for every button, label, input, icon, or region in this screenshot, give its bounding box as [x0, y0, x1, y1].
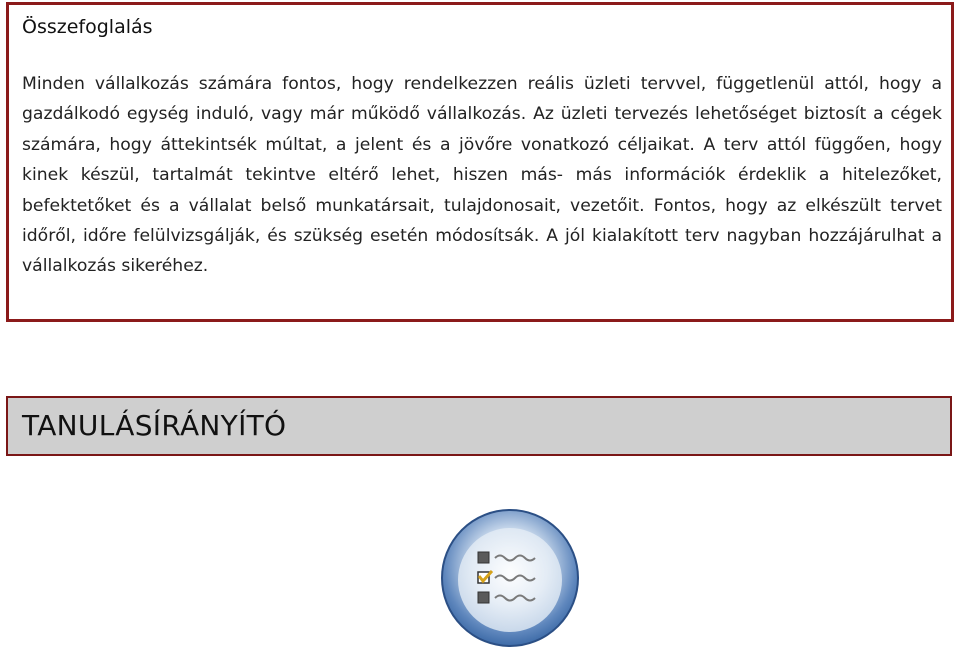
summary-body: Minden vállalkozás számára fontos, hogy rendelkezzen reális üzleti tervvel, függetlenül attól, hogy a gazdálkodó egység induló, vagy már működő vállalkozás. Az üzleti tervezés lehetőséget biztosít a cégek számára, hogy áttekintsék múltat, a jelent és a jövőre vonatkozó céljaikat. A terv attól függően, hogy kinek készül, tartalmát tekintve eltérő lehet, hiszen más- más információk érdeklik a hitelezőket, befektetőket és a vállalat belső munkatársait, tulajdonosait, vezetőit. Fontos, hogy az elkészült tervet időről, időre felülvizsgálják, és szükség esetén módosítsák. A jól kialakított terv nagyban hozzájárulhat a vállalkozás sikeréhez. [22, 74, 942, 277]
summary-title: Összefoglalás [22, 16, 153, 38]
summary-box [6, 2, 954, 322]
learning-guide-title: TANULÁSÍRÁNYÍTÓ [22, 409, 287, 442]
learning-guide-header [6, 396, 952, 456]
checklist-icon [440, 508, 580, 648]
